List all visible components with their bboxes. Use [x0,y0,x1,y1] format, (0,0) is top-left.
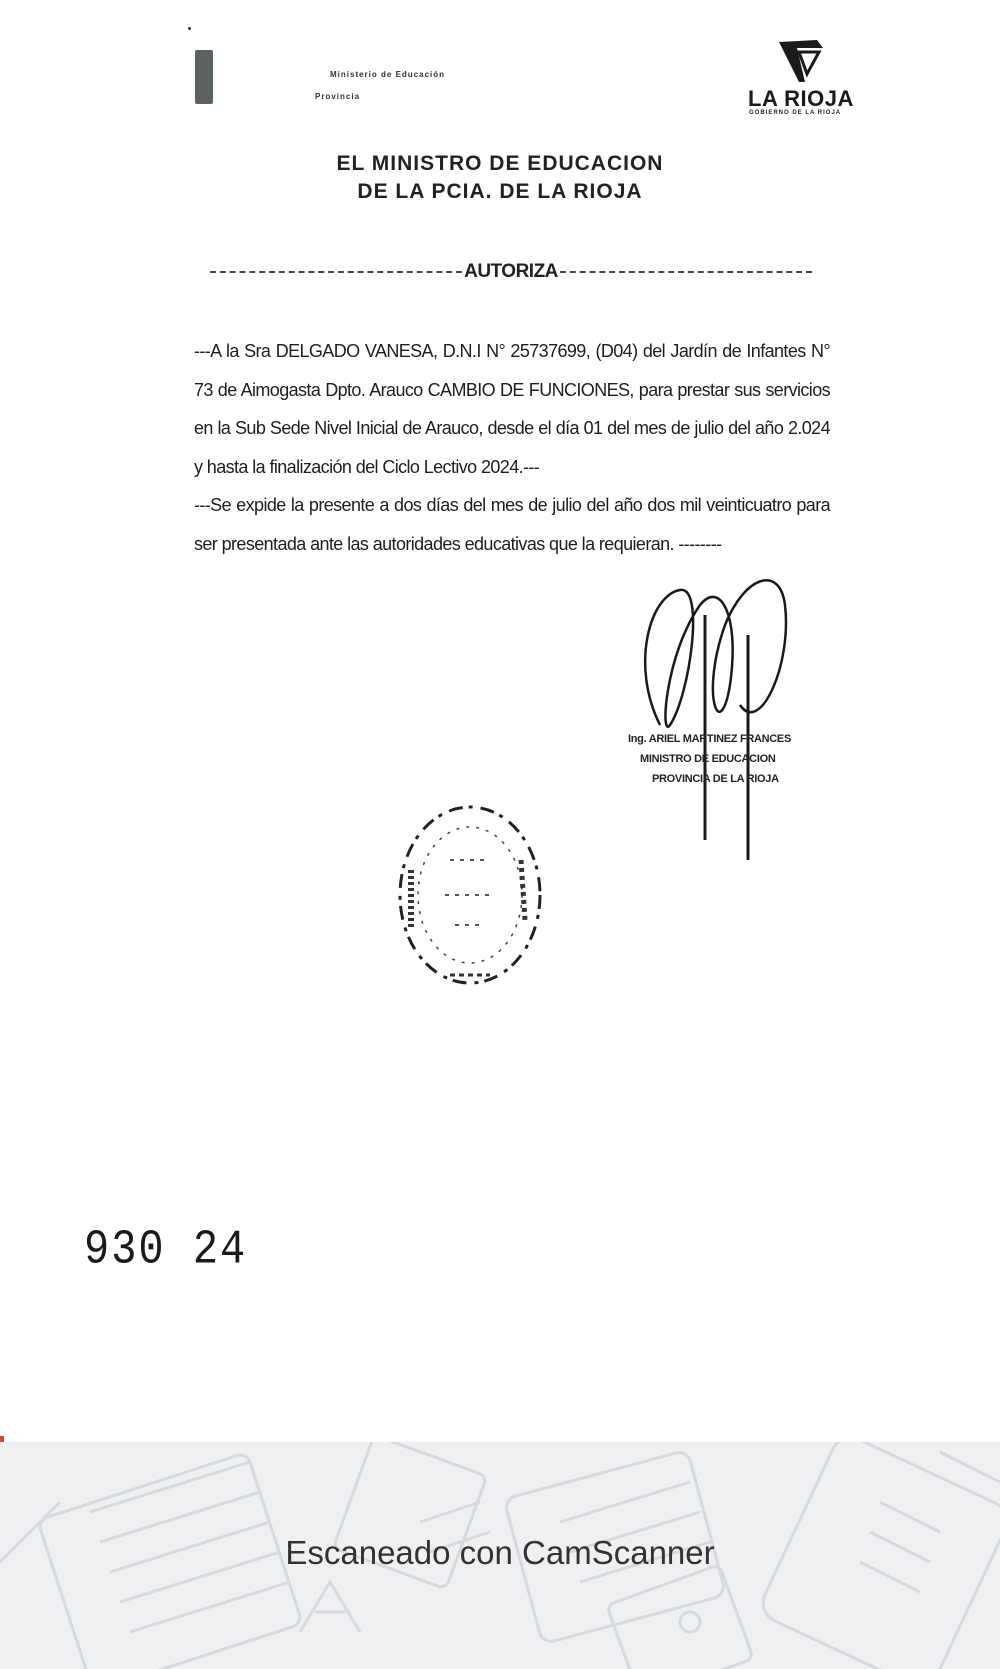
dashed-rule-left [210,271,462,273]
header-emblem [195,50,213,104]
body-paragraph-2: ---Se expide la presente a dos días del mes de julio del año dos mil veinticuatro para ser presentada ante las autoridades educativas que la requieran. -------- [194,495,830,554]
logo-subtext: GOBIERNO DE LA RIOJA [749,110,842,116]
document-body [194,332,830,563]
signatory-province: PROVINCIA DE LA RIOJA [652,773,779,785]
camscanner-caption: Escaneado con CamScanner [285,1534,715,1571]
autoriza-heading [210,257,812,287]
handwritten-signature [620,575,840,865]
body-paragraph-1: ---A la Sra DELGADO VANESA, D.N.I N° 25737699, (D04) del Jardín de Infantes N° 73 de Aimogasta Dpto. Arauco CAMBIO DE FUNCIONES, para prestar sus servicios en la Sub Sede Nivel Inicial de Arauco, desde el día 01 del mes de julio del año 2.024 y hasta la finalización del Ciclo Lectivo 2024.--- [194,341,830,477]
signatory-name: Ing. ARIEL MARTINEZ FRANCES [628,733,792,745]
signatory-role: MINISTRO DE EDUCACION [640,753,776,765]
header-left-line-2: Provincia [315,92,361,101]
scan-speck [188,27,191,30]
official-seal [395,800,545,990]
title-line-1: EL MINISTRO DE EDUCACION [336,152,664,175]
header-left-line-1: Ministerio de Educación [330,70,446,79]
camscanner-footer [0,1442,1000,1669]
la-rioja-logo [745,38,865,120]
document-number: 930 24 [84,1222,248,1278]
autoriza-label: AUTORIZA [464,261,558,282]
title-line-2: DE LA PCIA. DE LA RIOJA [357,180,643,203]
dashed-rule-right [560,271,812,273]
logo-text: LA RIOJA [748,86,854,111]
la-rioja-emblem-icon [777,38,827,84]
